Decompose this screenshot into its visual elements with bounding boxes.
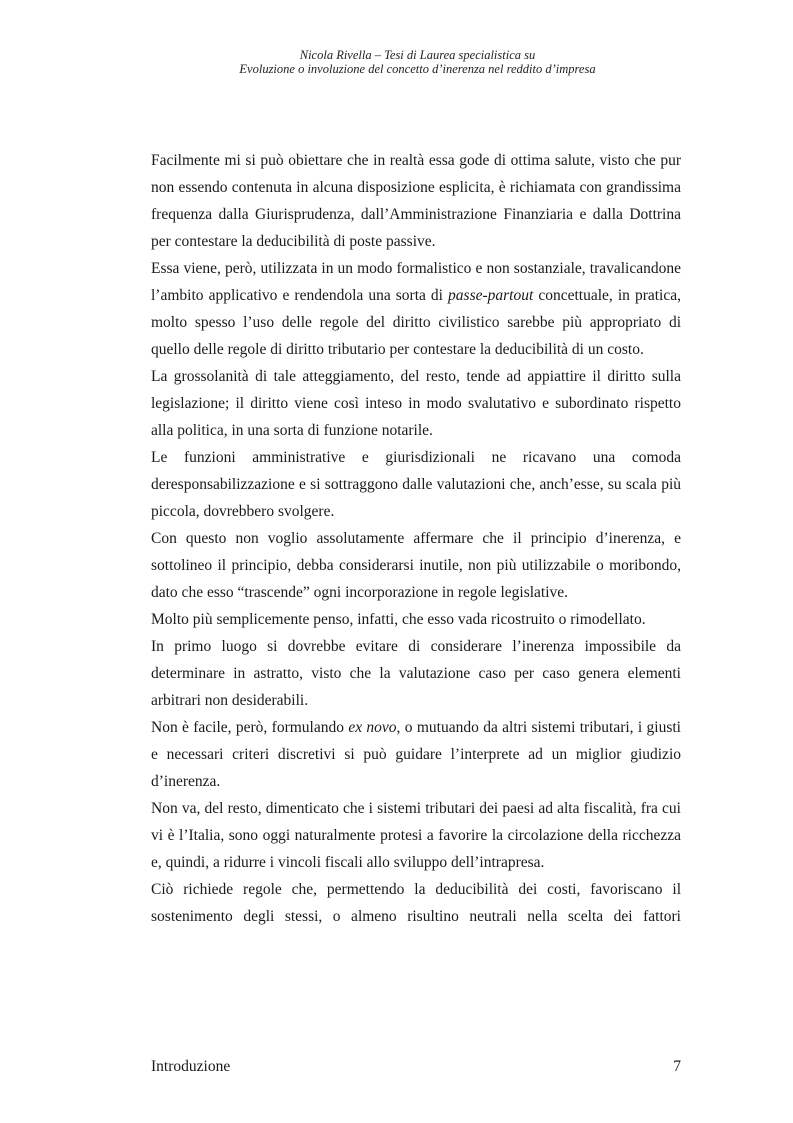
page-number: 7 (673, 1058, 681, 1075)
paragraph: Le funzioni amministrative e giurisdizionali ne ricavano una comoda deresponsabilizzazione e si sottraggono dalle valutazioni che, anch’esse, su scala più piccola, dovrebbero svolgere. (151, 449, 681, 520)
paragraph: Molto più semplicemente penso, infatti, che esso vada ricostruito o rimodellato. (151, 611, 646, 628)
italic-term: ex novo (348, 719, 397, 736)
header-author-line: Nicola Rivella – Tesi di Laurea specialistica su (299, 48, 536, 62)
running-header (0, 48, 793, 76)
paragraph: Facilmente mi si può obiettare che in realtà essa gode di ottima salute, visto che pur non essendo contenuta in alcuna disposizione esplicita, è richiamata con grandissima frequenza dalla Giurisprudenza, dall’Amministrazione Finanziaria e dalla Dottrina per contestare la deducibilità di poste passive. (151, 152, 681, 250)
paragraph-text: , o mutuando da altri sistemi tributari, i giusti e necessari criteri discretivi si può guidare l’interprete ad un miglior giudizio d’inerenza. (151, 719, 681, 790)
paragraph-text: concettuale, in pratica, molto spesso l’uso delle regole del diritto civilistico sarebbe più appropriato di quello delle regole di diritto tributario per contestare la deducibilità di un costo. (151, 287, 681, 358)
paragraph-text: Essa viene, però, utilizzata in un modo formalistico e non sostanziale, travalicandone l’ambito applicativo e rendendola una sorta di (151, 260, 681, 304)
paragraph: Con questo non voglio assolutamente affermare che il principio d’inerenza, e sottolineo il principio, debba considerarsi inutile, non più utilizzabile o moribondo, dato che esso “trascende” ogni incorporazione in regole legislative. (151, 530, 681, 601)
paragraph-text: Non è facile, però, formulando (151, 719, 349, 736)
header-title-line: Evoluzione o involuzione del concetto d’inerenza nel reddito d’impresa (239, 62, 596, 76)
italic-term: passe-partout (448, 287, 534, 304)
paragraph: Ciò richiede regole che, permettendo la deducibilità dei costi, favoriscano il sostenimento degli stessi, o almeno risultino neutrali nella scelta dei fattori (151, 881, 681, 925)
footer-section-title: Introduzione (151, 1058, 231, 1075)
paragraph (151, 255, 681, 363)
page-footer (151, 1057, 681, 1077)
paragraph: In primo luogo si dovrebbe evitare di considerare l’inerenza impossibile da determinare in astratto, visto che la valutazione caso per caso genera elementi arbitrari non desiderabili. (151, 638, 681, 709)
paragraph (151, 714, 681, 795)
paragraph: La grossolanità di tale atteggiamento, del resto, tende ad appiattire il diritto sulla legislazione; il diritto viene così inteso in modo svalutativo e subordinato rispetto alla politica, in una sorta di funzione notarile. (151, 368, 681, 439)
paragraph: Non va, del resto, dimenticato che i sistemi tributari dei paesi ad alta fiscalità, fra cui vi è l’Italia, sono oggi naturalmente protesi a favorire la circolazione della ricchezza e, quindi, a ridurre i vincoli fiscali allo sviluppo dell’intrapresa. (151, 800, 681, 871)
body-text (151, 147, 681, 930)
